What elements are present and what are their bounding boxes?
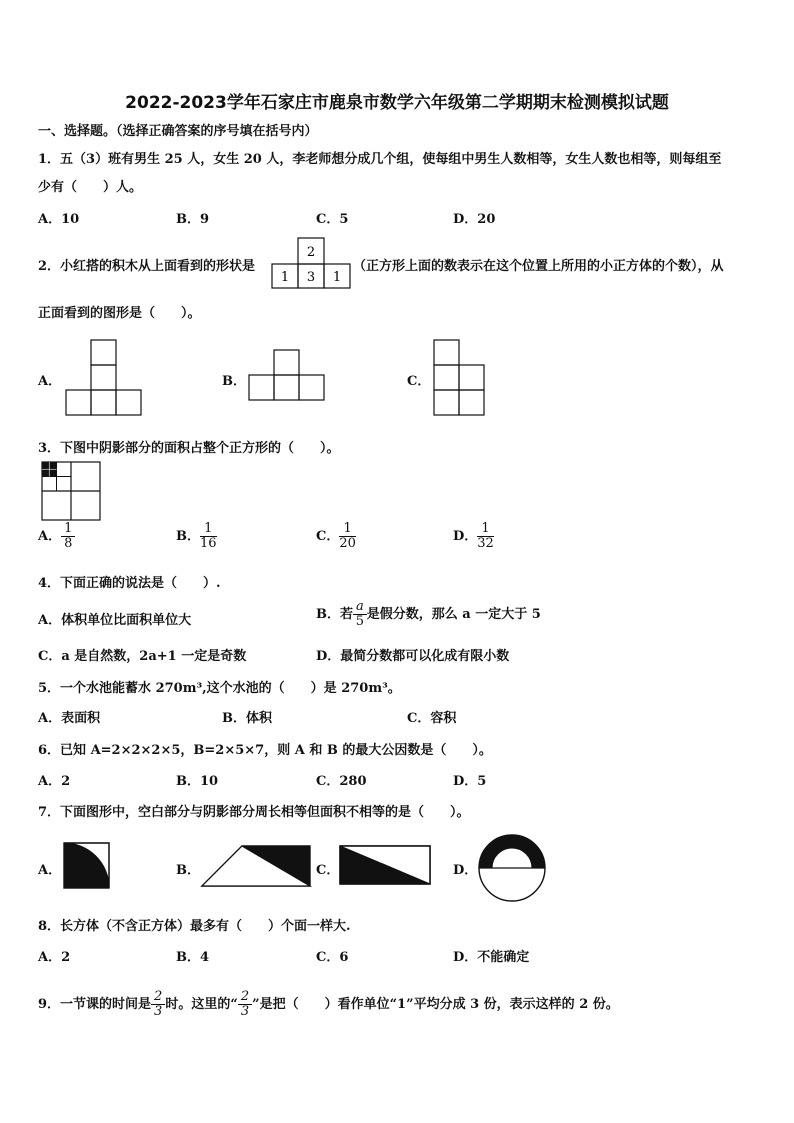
q2-text-prefix: 2．小红搭的积木从上面看到的形状是 — [38, 259, 256, 274]
q4-text: 4．下面正确的说法是（ ）. — [38, 576, 221, 591]
q8-option-b[interactable]: B．4 — [176, 950, 210, 965]
q1-text-line1: 1．五（3）班有男生 25 人，女生 20 人，李老师想分成几个组，使每组中男生人数相等，女生人数也相等，则每组至 — [38, 152, 722, 167]
grid-bottom-number-3: 1 — [332, 270, 342, 285]
q5-text: 5．一个水池能蓄水 270m³,这个水池的（ ）是 270m³。 — [38, 681, 401, 696]
page-title: 2022-2023学年石家庄市鹿泉市数学六年级第二学期期末检测模拟试题 — [125, 93, 669, 113]
q4-option-b[interactable]: B．若 $\frac{a}{5}$ 是假分数，那么 a 一定大于 5 — [316, 599, 541, 629]
q4-option-d[interactable]: D．最简分数都可以化成有限小数 — [316, 649, 510, 664]
q1-option-c[interactable]: C．5 — [316, 212, 349, 227]
q3-option-a[interactable]: A． $\frac{1}{8}$ — [38, 522, 75, 551]
q8-option-d[interactable]: D．不能确定 — [453, 950, 530, 965]
q9-text: 9．一节课的时间是 $\frac{2}{3}$ 时。这里的“ $\frac{2}{3}$ ”是把（ ）看作单位“1”平均分成 3 份，表示这样的 2 份。 — [38, 989, 619, 1019]
q2-option-c[interactable]: C． — [407, 374, 431, 389]
q6-option-b[interactable]: B．10 — [176, 774, 219, 789]
q1-text-line2: 少有（ ）人。 — [38, 180, 143, 195]
q7-option-d[interactable]: D． — [453, 863, 478, 878]
q6-option-d[interactable]: D．5 — [453, 774, 487, 789]
q3-text: 3．下图中阴影部分的面积占整个正方形的（ ）。 — [38, 441, 340, 456]
q2-option-b[interactable]: B． — [222, 374, 246, 389]
q3-option-b[interactable]: B． $\frac{1}{16}$ — [176, 521, 217, 551]
q1-option-d[interactable]: D．20 — [453, 212, 496, 227]
q3-square-figure — [42, 462, 102, 522]
q6-option-c[interactable]: C．280 — [316, 774, 367, 789]
q8-option-a[interactable]: A．2 — [38, 950, 71, 965]
section-heading: 一、选择题。（选择正确答案的序号填在括号内） — [38, 124, 318, 139]
q7-option-c-figure — [340, 846, 432, 886]
q5-option-b[interactable]: B．体积 — [222, 711, 272, 726]
q2-top-view-grid — [272, 238, 350, 290]
q1-option-a[interactable]: A．10 — [38, 212, 80, 227]
q8-text: 8．长方体（不含正方体）最多有（ ）个面一样大. — [38, 919, 351, 934]
q2-option-a-figure — [66, 340, 142, 416]
q2-text-suffix: （正方形上面的数表示在这个位置上所用的小正方体的个数），从 — [353, 259, 724, 274]
q7-option-a-figure — [64, 843, 110, 889]
q7-option-a[interactable]: A． — [38, 863, 62, 878]
q2-option-b-figure — [249, 350, 325, 402]
q2-text-line2: 正面看到的图形是（ ）。 — [38, 306, 201, 321]
q4-option-a[interactable]: A．体积单位比面积单位大 — [38, 613, 192, 628]
q6-option-a[interactable]: A．2 — [38, 774, 71, 789]
q7-option-b-figure — [202, 846, 312, 888]
q5-option-c[interactable]: C．容积 — [407, 711, 457, 726]
q7-text: 7．下面图形中，空白部分与阴影部分周长相等但面积不相等的是（ ）。 — [38, 805, 470, 820]
q3-option-d[interactable]: D． $\frac{1}{32}$ — [453, 521, 494, 551]
q3-option-c[interactable]: C． $\frac{1}{20}$ — [316, 521, 356, 551]
q7-option-c[interactable]: C． — [316, 863, 340, 878]
q2-option-c-figure — [434, 340, 486, 416]
q2-option-a[interactable]: A． — [38, 374, 62, 389]
grid-top-number: 2 — [306, 245, 316, 260]
q7-option-b[interactable]: B． — [176, 863, 200, 878]
q5-option-a[interactable]: A．表面积 — [38, 711, 101, 726]
grid-bottom-number-2: 3 — [306, 270, 316, 285]
q1-option-b[interactable]: B．9 — [176, 212, 210, 227]
q4-option-c[interactable]: C．a 是自然数，2a+1 一定是奇数 — [38, 649, 247, 664]
q7-option-d-figure — [478, 834, 546, 902]
grid-bottom-number-1: 1 — [280, 270, 290, 285]
q6-text: 6．已知 A=2×2×2×5，B=2×5×7，则 A 和 B 的最大公因数是（ ）。 — [38, 743, 492, 758]
q8-option-c[interactable]: C．6 — [316, 950, 349, 965]
